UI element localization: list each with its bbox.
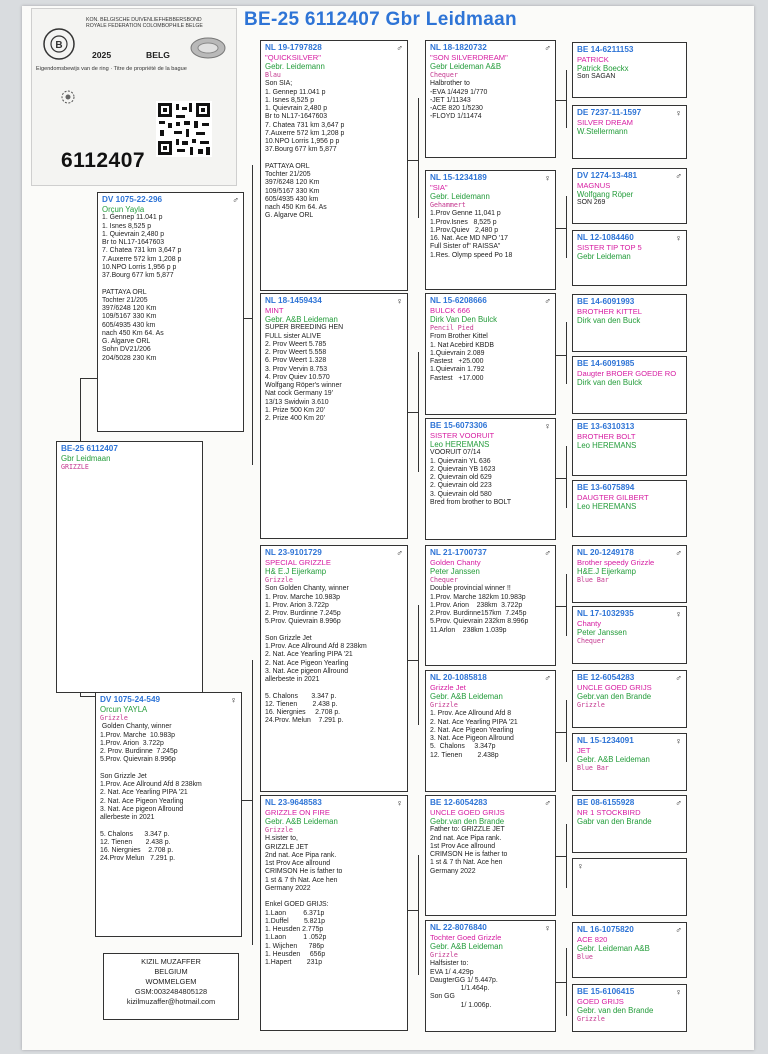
connector-line [418,605,419,725]
connector-line [408,660,418,661]
connector-line [566,824,567,888]
ring-id: NL 17-1032935 [577,609,634,618]
pigeon-card [572,922,687,978]
pigeon-owner: Wolfgang Röper [577,190,634,199]
pigeon-notes: Golden Chanty, winner 1.Prov. Marche 10.983p 1.Prov. Arion 3.722p 2. Prov. Burdinne 7.245p 5.Prov. Quievrain 8.996p Son Grizzle Jet 1.Prov. Ace Allround Afd 8 238km 2. Nat. Ace Yearling PIPA '21 2. Nat. Ace Pigeon Yearling 3. Nat. Ace pigeon Allround allerbeste in 2021 5. Chalons 3.347 p. 12. Tienen 2.438 p. 16. Niergnies 2.708 p. 24.Prov Melun 7.291 p. [100,723,202,863]
pigeon-notes: Double provincial winner !! 1.Prov. Marche 182km 10.983p 1.Prov. Arion 238km 3.722p 2.Prov. Burdinne157km 7.245p 5.Prov. Quievrain 232km 8.996p 11.Arlon 238km 1.039p [430,585,529,634]
pigeon-owner: Gebr.van den Brande [577,692,652,701]
ring-ownership-text: Eigendomsbewijs van de ring · Titre de propriété de la bague [36,66,187,72]
ring-id: DV 1075-22-296 [102,195,163,204]
connector-line [566,948,567,1016]
sex-icon: ♂ [544,548,551,558]
ring-id: BE 14-6091993 [577,297,635,306]
sex-icon: ♂ [675,548,682,558]
pigeon-notes: SUPER BREEDING HEN FULL sister ALIVE 2. Prov Weert 5.785 2. Prov Weert 5.558 6. Prov Weert 1.328 3. Prov Vervin 8.753 4. Prov Quiev 10.570 Wolfgang Röper's winner Nat cock Germany 19' 13/13 Swidwin 3.610 1. Prize 500 Km 20' 2. Prize 400 Km 20' [265,324,344,423]
sex-icon: ♂ [544,798,551,808]
pigeon-owner: Gebr. Leideman A&B [577,944,650,953]
ring-id: NL 18-1820732 [430,43,487,52]
connector-line [556,100,566,101]
connector-line [566,700,567,762]
pigeon-notes: From Brother Kittel 1. Nat Acebird KBDB 1.Quievrain 2.089 Fastest +25.000 1.Quievrain 1.792 Fastest +17.000 [430,333,494,382]
pigeon-notes: H.sister to, GRIZZLE JET 2nd nat. Ace Pipa rank. 1st Prov Ace allround CRIMSON He is father to 1 st & 7 th Nat. Ace hen Germany 2022 Enkel GOED GRIJS: 1.Laon 6.371p 1.Duffel 5.821p 1. Heusden 2.775p 1.Laon 1 .052p 1. Wijchen 786p 1. Heusden 656p 1.Hapert 231p [265,835,343,967]
ring-id: NL 16-1075820 [577,925,634,934]
pigeon-name: Daugter BROER GOEDE RO [577,369,677,378]
sex-icon: ♂ [396,548,403,558]
contact-city: WOMMELGEM [145,977,197,986]
connector-line [408,160,418,161]
sex-icon: ♀ [675,987,682,997]
pigeon-card [572,545,687,603]
qr-code [156,101,212,157]
pigeon-owner: Gebr Leideman [577,252,631,261]
connector-line [556,228,566,229]
sex-icon: ♂ [232,195,239,205]
pigeon-card [572,606,687,664]
svg-text:B: B [55,40,63,51]
pigeon-owner: Gebr. A&B Leideman [577,755,650,764]
pigeon-name: DAUGTER GILBERT [577,493,649,502]
ring-id: DV 1075-24-549 [100,695,161,704]
pigeon-owner: Patrick Boeckx [577,64,629,73]
ring-year: 2025 [92,50,112,60]
ring-emblem [188,35,228,61]
connector-line [252,660,253,945]
ring-id: BE 14-6091985 [577,359,635,368]
pigeon-notes: Father to: GRIZZLE JET 2nd nat. Ace Pipa rank. 1st Prov Ace allround CRIMSON He is father to 1 st & 7 th Nat. Ace hen Germany 2022 [430,826,508,875]
contact-country: BELGIUM [154,967,188,976]
pigeon-card [425,40,556,158]
contact-email: kizilmuzaffer@hotmail.com [126,997,216,1006]
sex-icon: ♂ [544,43,551,53]
pigeon-color: Blue Bar [577,764,609,773]
pigeon-name: GOED GRIJS [577,997,624,1006]
pigeon-name: "SON SILVERDREAM" [430,53,508,62]
sex-icon: ♀ [396,296,403,306]
pigeon-owner: Peter Janssen [430,567,480,576]
pigeon-card [572,480,687,537]
pigeon-owner: Dirk van den Bulck [577,378,643,387]
pigeon-card [260,795,408,1031]
pigeon-name: BULCK 666 [430,306,471,315]
pigeon-card [572,356,687,414]
pigeon-name: SISTER TIP TOP 5 [577,243,642,252]
pigeon-color: Grizzle [430,951,458,960]
pigeon-color: Grizzle [265,576,293,585]
pigeon-card [425,670,556,792]
pigeon-notes: Halfsister to: EVA 1/ 4.429p DaugterGG 1/ 5.447p. 1/1.464p. Son GG 1/ 1.006p. [430,960,498,1009]
ring-id: DE 7237-11-1597 [577,108,642,117]
ring-id: BE 15-6073306 [430,421,488,430]
pigeon-card [572,858,687,916]
ring-id: DV 1274-13-481 [577,171,638,180]
connector-line [566,196,567,258]
connector-line [566,322,567,384]
pigeon-name: Golden Chanty [430,558,481,567]
pigeon-color: Pencil Pied [430,324,474,333]
sex-icon: ♀ [544,421,551,431]
ring-id: NL 20-1249178 [577,548,634,557]
ring-id: NL 23-9101729 [265,548,322,557]
federation-name: KON. BELGISCHE DUIVENLIEFHEBBERSBOND ROYALE FEDERATION COLOMBOPHILE BELGE [86,17,203,29]
pigeon-name: PATRICK [577,55,609,64]
sex-icon: ♂ [675,673,682,683]
pigeon-card [572,105,687,159]
pigeon-color: Grizzle [100,714,128,723]
pigeon-color: Gehammert [430,201,466,210]
connector-line [556,606,566,607]
pigeon-card [572,294,687,352]
pigeon-owner: Leo HEREMANS [577,441,637,450]
pigeon-color: Grizzle [577,701,605,710]
pigeon-owner: H& E.J Eijerkamp [265,567,327,576]
pigeon-name: SILVER DREAM [577,118,633,127]
sex-icon: ♀ [675,108,682,118]
pigeon-notes: 1. Prov. Ace Allround Afd 8 2. Nat. Ace Yearling PIPA '21 2. Nat. Ace Pigeon Yearling 3. Nat. Ace Pigeon Allround 5. Chalons 3.347p 12. Tienen 2.438p [430,710,518,759]
breeder-contact [103,953,239,1020]
ring-id: BE 08-6155928 [577,798,635,807]
pigeon-notes: Son Golden Chanty, winner 1. Prov. Marche 10.983p 1. Prov. Arion 3.722p 2. Prov. Burdinne 7.245p 5.Prov. Quievrain 8.996p Son Grizzle Jet 1.Prov. Ace Allround Afd 8 238km 2. Nat. Ace Yearling PIPA '21 2. Nat. Ace Pigeon Yearling 3. Nat. Ace pigeon Allround allerbeste in 2021 5. Chalons 3.347 p. 12. Tienen 2.438 p. 16. Niergnies 2.708 p. 24.Prov. Melun 7.291 p. [265,585,367,725]
connector-line [408,910,418,911]
connector-line [556,478,566,479]
ring-id: BE-25 6112407 [61,444,118,453]
connector-line [556,982,566,983]
ring-card [31,8,237,186]
pigeon-name: Tochter Goed Grizzle [430,933,502,942]
pigeon-name: SISTER VOORUIT [430,431,495,440]
ring-id: BE 12-6054283 [577,673,635,682]
pigeon-card [425,920,556,1032]
ring-id: NL 21-1700737 [430,548,487,557]
ring-id: BE 12-6054283 [430,798,488,807]
pigeon-owner: Peter Janssen [577,628,627,637]
pigeon-card [425,795,556,916]
ring-id: BE 13-6075894 [577,483,635,492]
connector-line [408,412,418,413]
pigeon-card [572,795,687,853]
pigeon-card [572,419,687,476]
pigeon-notes: SON 269 [577,199,606,207]
pigeon-card [260,293,408,539]
sex-icon: ♂ [675,171,682,181]
pigeon-name: UNCLE GOED GRIJS [577,683,652,692]
pigeon-notes: Halbrother to -EVA 1/4429 1/770 -JET 1/11343 -ACE 820 1/5230 -FLOYD 1/11474 [430,80,488,121]
sex-icon: ♀ [544,173,551,183]
pigeon-name: "QUICKSILVER" [265,53,321,62]
pigeon-owner: Leo HEREMANS [577,502,637,511]
pigeon-card [95,692,242,937]
ring-id: BE 15-6106415 [577,987,635,996]
pigeon-color: Blue [577,953,593,962]
connector-line [566,574,567,636]
pigeon-notes: VOORUIT 07/14 1. Quievrain YL 636 2. Quievrain YB 1623 2. Quievrain old 629 2. Quievrain old 223 3. Quievrain old 580 Bred from brother to BOLT [430,449,512,506]
pigeon-name: SPECIAL GRIZZLE [265,558,331,567]
pigeon-owner: Orcun YAYLA [100,705,148,714]
sex-icon: ♀ [577,861,584,871]
pigeon-owner: Gebr. Leidemann [430,192,490,201]
contact-name: KIZIL MUZAFFER [141,957,201,966]
pigeon-notes: Son SAGAN [577,73,616,81]
pigeon-owner: Leo HEREMANS [430,440,490,449]
ring-id: BE 13-6310313 [577,422,635,431]
ring-id: NL 19-1797828 [265,43,322,52]
pigeon-owner: Gebr. A&B Leideman [430,692,503,701]
pigeon-name: UNCLE GOED GRIJS [430,808,505,817]
ring-id: NL 15-6208666 [430,296,487,305]
pedigree-title: BE-25 6112407 Gbr Leidmaan [244,9,517,30]
pigeon-name: Brother speedy Grizzle [577,558,655,567]
pigeon-name: Grizzle Jet [430,683,466,692]
ring-id: NL 15-1234091 [577,736,634,745]
sex-icon: ♀ [675,736,682,746]
pigeon-owner: Gbr Leidmaan [61,454,111,463]
connector-line [556,732,566,733]
sex-icon: ♀ [396,798,403,808]
pigeon-name: NR 1 STOCKBIRD [577,808,641,817]
pigeon-owner: Gebr. Leidemann [265,62,325,71]
sex-icon: ♀ [544,923,551,933]
pigeon-card [572,168,687,224]
pigeon-owner: Gebr. A&B Leideman [265,315,338,324]
pigeon-color: Grizzle [577,1015,605,1024]
pigeon-notes: 1.Prov Genne 11,041 p 1.Prov.Isnes 8,525 p 1.Prov.Quiev 2,480 p 16. Nat. Ace MD NPO '17 Full Sister of" RAISSA" 1.Res. Olymp speed Po 18 [430,210,513,259]
pigeon-name: MINT [265,306,284,315]
ring-id: NL 12-1084460 [577,233,634,242]
ring-id: NL 23-9648583 [265,798,322,807]
pigeon-owner: Gebr. van den Brande [577,1006,654,1015]
connector-line [80,378,81,441]
pigeon-notes: Son SIA; 1. Gennep 11.041 p 1. Isnes 8,525 p 1. Quievrain 2,480 p Br to NL17-1647603 7. Chatea 731 km 3,647 p 7.Auxerre 572 km 1,208 p 10.NPO Lorris 1,956 p p 37.Bourg 677 km 5,877 PATTAYA ORL Tochter 21/205 397/6248 120 Km 109/5167 330 Km 605/4935 430 km nach 450 Km 64. As G. Algarve ORL [265,80,345,220]
pigeon-name: BROTHER KITTEL [577,307,642,316]
pigeon-card [425,418,556,540]
pigeon-card [425,545,556,666]
pigeon-owner: Gebr. A&B Leideman [430,942,503,951]
pigeon-color: Blue Bar [577,576,609,585]
connector-line [252,165,253,465]
pigeon-name: BROTHER BOLT [577,432,636,441]
pigeon-owner: Gebr Leideman A&B [430,62,502,71]
pigeon-card [425,170,556,290]
sex-icon: ♀ [675,609,682,619]
pigeon-name: "SIA" [430,183,448,192]
connector-line [556,856,566,857]
pigeon-name: ACE 820 [577,935,608,944]
pigeon-card [425,293,556,415]
pigeon-card [572,42,687,98]
sex-icon: ♂ [544,296,551,306]
pigeon-card [260,545,408,792]
sex-icon: ♀ [675,233,682,243]
contact-phone: GSM:0032484805128 [134,987,208,996]
connector-line [556,355,566,356]
pigeon-name: JET [577,746,591,755]
pigeon-color: Chequer [430,576,458,585]
connector-line [418,855,419,975]
pigeon-card [572,670,687,728]
pigeon-color: Chequer [430,71,458,80]
pigeon-card [572,230,687,286]
pigeon-color: GRIZZLE [61,463,89,472]
pigeon-notes: 1. Gennep 11.041 p 1. Isnes 8,525 p 1. Quievrain 2,480 p Br to NL17-1647603 7. Chatea 731 km 3,647 p 7.Auxerre 572 km 1,208 p 10.NPO Lorris 1,956 p p 37.Bourg 677 km 5,877 PATTAYA ORL Tochter 21/205 397/6248 120 Km 109/5167 330 Km 605/4935 430 km nach 450 Km 64. As G. Algarve ORL Sohn DV21/206 204/5028 230 Km [102,214,182,362]
ring-id: NL 15-1234189 [430,173,487,182]
pigeon-owner: Orçun Yayla [102,205,145,214]
pigeon-color: Grizzle [265,826,293,835]
pigeon-card-main [56,441,203,693]
ring-number: 6112407 [61,149,146,172]
sex-icon: ♂ [675,925,682,935]
pigeon-owner: Gebr. A&B Leideman [265,817,338,826]
pigeon-owner: Dirk van den Buck [577,316,641,325]
pigeon-owner: H&E.J Eijerkamp [577,567,636,576]
federation-logo [42,27,76,61]
ring-id: BE 14-6211153 [577,45,634,54]
pigeon-name: Chanty [577,619,602,628]
hologram-icon [60,89,76,105]
connector-line [80,378,97,379]
ring-id: NL 18-1459434 [265,296,322,305]
pigeon-owner: Gabr van den Brande [577,817,652,826]
pigeon-card [260,40,408,291]
sex-icon: ♂ [396,43,403,53]
ring-id: NL 22-8076840 [430,923,487,932]
pigeon-card [572,733,687,791]
pigeon-owner: W.Stellermann [577,127,628,136]
connector-line [418,352,419,472]
pigeon-color: Blau [265,71,281,80]
pigeon-owner: Dirk Van Den Bulck [430,315,498,324]
connector-line [566,446,567,508]
pigeon-name: MAGNUS [577,181,611,190]
pigeon-color: Grizzle [430,701,458,710]
pigeon-owner: Gebr.van den Brande [430,817,505,826]
pigeon-card [572,984,687,1032]
ring-id: NL 20-1085818 [430,673,487,682]
pigeon-card [97,192,244,432]
connector-line [418,98,419,218]
ring-country: BELG [146,50,170,60]
connector-line [566,70,567,128]
sex-icon: ♂ [675,798,682,808]
connector-line [242,800,252,801]
sex-icon: ♀ [230,695,237,705]
connector-line [80,693,81,696]
pigeon-name: GRIZZLE ON FIRE [265,808,330,817]
sex-icon: ♂ [544,673,551,683]
pigeon-color: Chequer [577,637,605,646]
